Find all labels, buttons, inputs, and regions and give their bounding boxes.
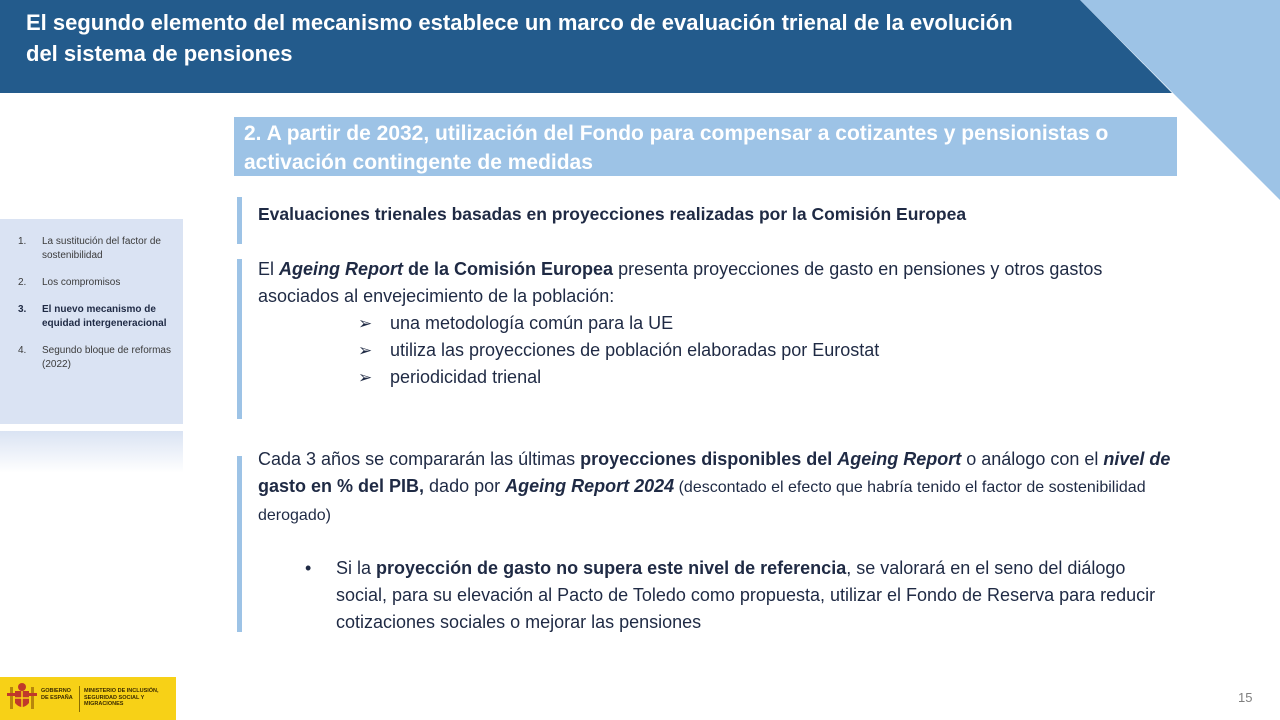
agenda-item-label: El nuevo mecanismo de equidad intergeneracional xyxy=(42,304,167,329)
government-logo xyxy=(0,677,176,720)
agenda-item-4 xyxy=(18,344,173,372)
agenda-item-label: La sustitución del factor de sostenibilidad xyxy=(42,236,161,261)
block-b-paragraph xyxy=(258,256,1168,310)
text-run: Si la xyxy=(336,558,377,578)
text-run-bold: proyecciones disponibles del xyxy=(580,449,838,469)
block-b-list xyxy=(258,310,1168,391)
agenda-item-number: 2. xyxy=(18,277,27,288)
page-title: El segundo elemento del mecanismo establece un marco de evaluación trienal de la evolución del sistema de pensiones xyxy=(26,10,1013,66)
text-run: o análogo con el xyxy=(961,449,1104,469)
list-item xyxy=(358,337,1168,364)
text-run-bold: gasto en % del PIB, xyxy=(258,476,425,496)
logo-ministerio-text: MINISTERIO DE INCLUSIÓN, SEGURIDAD SOCIAL Y MIGRACIONES xyxy=(84,688,159,707)
arrow-bullet-icon: ➢ xyxy=(358,341,373,360)
logo-gobierno-text: GOBIERNO DE ESPAÑA xyxy=(41,688,73,701)
agenda-item-label: Segundo bloque de reformas (2022) xyxy=(42,345,171,370)
bullet-dot-icon: • xyxy=(305,558,312,578)
text-run-italic: Ageing Report xyxy=(279,259,404,279)
block-c-text xyxy=(258,446,1173,636)
sidebar-agenda xyxy=(0,219,183,424)
text-run: , se valorará en el seno del diálogo social, para su elevación al Pacto de Toledo como propuesta, utilizar el Fondo de Reserva para reducir cotizaciones sociales o mejorar las pensiones xyxy=(336,558,1156,632)
block-b-bar xyxy=(237,259,242,419)
text-run: presenta proyecciones de gasto en pensiones y otros gastos asociados al envejecimiento de la población: xyxy=(258,259,1103,306)
sidebar-fade xyxy=(0,431,183,473)
text-run: El xyxy=(258,259,280,279)
text-run-bold: de la Comisión Europea xyxy=(403,259,614,279)
text-run: Cada 3 años se compararán las últimas xyxy=(258,449,581,469)
text-run: dado por xyxy=(424,476,506,496)
list-item-text: utiliza las proyecciones de población elaboradas por Eurostat xyxy=(390,340,880,360)
page-number: 15 xyxy=(1238,690,1253,705)
logo-divider xyxy=(79,686,80,712)
list-item-text: periodicidad trienal xyxy=(390,367,542,387)
agenda-list xyxy=(0,219,183,372)
agenda-item-number: 4. xyxy=(18,345,27,356)
bullet-item xyxy=(258,555,1173,636)
list-item-text: una metodología común para la UE xyxy=(390,313,674,333)
text-run-italic: nivel de xyxy=(1103,449,1171,469)
agenda-item-3-active xyxy=(18,303,173,331)
list-item xyxy=(358,364,1168,391)
header-banner xyxy=(0,0,1280,93)
text-run-italic: Ageing Report xyxy=(837,449,962,469)
block-a-heading: Evaluaciones trienales basadas en proyecciones realizadas por la Comisión Europea xyxy=(258,204,967,224)
agenda-item-1 xyxy=(18,235,173,263)
arrow-bullet-icon: ➢ xyxy=(358,368,373,387)
block-b-text xyxy=(258,256,1168,391)
block-a-bar xyxy=(237,197,242,244)
arrow-bullet-icon: ➢ xyxy=(358,314,373,333)
agenda-item-number: 1. xyxy=(18,236,27,247)
agenda-item-number: 3. xyxy=(18,304,27,315)
section-title: 2. A partir de 2032, utilización del Fondo para compensar a cotizantes y pensionistas o activación contingente de medidas xyxy=(244,122,1109,174)
list-item xyxy=(358,310,1168,337)
text-run-italic: Ageing Report 2024 xyxy=(505,476,675,496)
text-run-small: (descontado el efecto que habría tenido el factor de sostenibilidad derogado) xyxy=(258,479,1146,524)
section-box xyxy=(234,117,1177,176)
text-run-bold: proyección de gasto no supera este nivel de referencia xyxy=(376,558,847,578)
block-c-paragraph xyxy=(258,446,1173,529)
coat-of-arms-icon xyxy=(6,681,38,715)
block-c-bar xyxy=(237,456,242,632)
bullet-text xyxy=(336,555,1173,636)
agenda-item-label: Los compromisos xyxy=(42,277,121,288)
agenda-item-2 xyxy=(18,276,173,290)
